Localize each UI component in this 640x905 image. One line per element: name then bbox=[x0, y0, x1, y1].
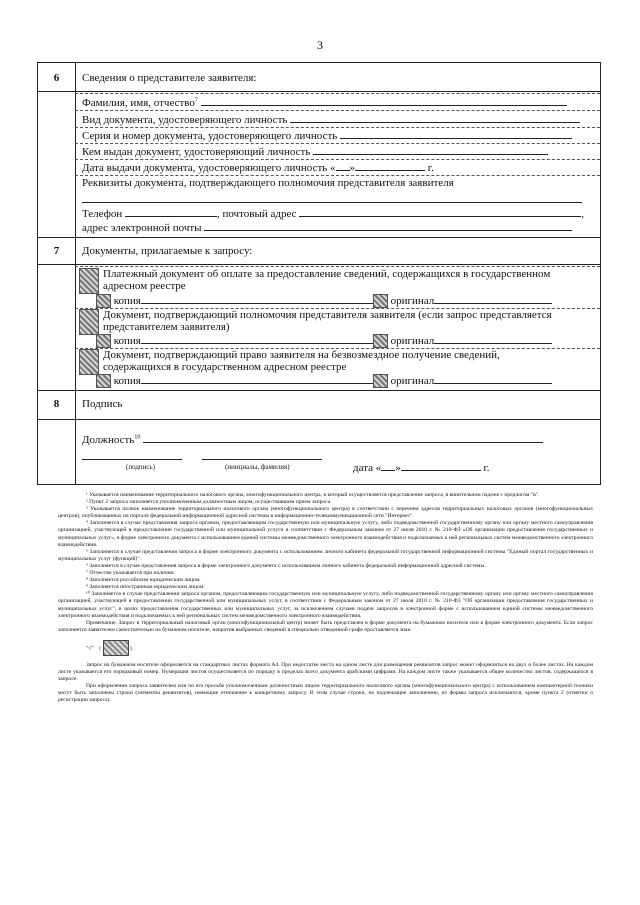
doc1-copy-checkbox[interactable] bbox=[96, 294, 111, 308]
request-form-table: 6 Сведения о представителе заявителя: Фамилия, имя, отчество$^7$ Вид документа, удостоверяющего личность Серия и номер документа, удостоверяющего личность Кем выдан документ, удостоверяющий личность Дата выдачи документа, удостоверяющего личность « » г. Реквизиты документа, подтверждающего полномочия представителя заявителя Телефон , почтовый адрес , адрес электронной почты 7 Документы, прилагаемые к запросу: Платежный документ об оплате за предоставление сведений, содержащихся в государственном адресном реестре копия оригинал Документ, подтверждающий полномочия представителя заявителя (если запрос представляется представителем заявителя) копия оригинал Документ, подтверждающий право заявителя на безвозмездное получение сведений, содержащихся в государственном адресном реестре копия оригинал 8 Подпись Должность$^{10}$ (подпись) (инициалы, фамилия) дата « » г. bbox=[37, 62, 601, 485]
doc2-original-checkbox[interactable] bbox=[373, 334, 388, 348]
section-7-number: 7 bbox=[53, 245, 60, 257]
position-label: Должность bbox=[82, 434, 135, 446]
phone-label: Телефон bbox=[82, 208, 123, 220]
section-8-title: Подпись bbox=[82, 398, 123, 410]
section-8-number: 8 bbox=[53, 398, 60, 410]
issued-by-label: Кем выдан документ, удостоверяющий личность bbox=[82, 146, 311, 158]
doc3-original-checkbox[interactable] bbox=[373, 374, 388, 388]
doc2-copy-checkbox[interactable] bbox=[96, 334, 111, 348]
doc-series-label: Серия и номер документа, удостоверяющего личность bbox=[82, 130, 338, 142]
doc3-checkbox[interactable] bbox=[79, 349, 99, 375]
page-number: 3 bbox=[317, 38, 323, 52]
doc2-checkbox[interactable] bbox=[79, 309, 99, 335]
doc1-original-checkbox[interactable] bbox=[373, 294, 388, 308]
doc3-copy-checkbox[interactable] bbox=[96, 374, 111, 388]
section-6-number: 6 bbox=[53, 72, 60, 84]
doc1-label: Платежный документ об оплате за предоставление сведений, содержащихся в государственном адресном реестре bbox=[103, 268, 551, 292]
initials-caption: (инициалы, фамилия) bbox=[225, 463, 290, 471]
email-label: адрес электронной почты bbox=[82, 222, 202, 234]
doc-type-label: Вид документа, удостоверяющего личность bbox=[82, 114, 288, 126]
doc1-checkbox[interactable] bbox=[79, 268, 99, 294]
section-7-title: Документы, прилагаемые к запросу: bbox=[82, 245, 253, 257]
footnotes: ¹ Указывается наименование территориального налогового органа, многофункционального центра, в который осуществляется представление запроса, в винительном падеже с предлогом "в". ² Пункт 2 запроса заполняется уполномоченным должностным лицом, осуществившим прием запроса ³ Указывается полное наименование территориального налогового органа (многофункционального центра) в соответствии с перечнем адресов территориальных налоговых органов (многофункциональных центров), опубликованных на портале федеральной информационной адресной системы в информационно-телекоммуникационной сети "Интернет". ⁴ Заполняется в случае представления запроса органом, предоставляющим государственную или муниципальную услугу, либо подведомственной государственному органу или органу местного самоуправления организацией, участвующей в предоставлении государственной или муниципальной услуги в соответствии с Федеральным законом от 27 июля 2010 г. № 210-ФЗ «Об организации предоставления государственных и муниципальных услуг», в форме электронного документа с использованием единой системы межведомственного электронного взаимодействия и подключаемых к ней региональных систем межведомственного электронного взаимодействия. ⁵ Заполняется в случае представления запроса в форме электронного документа с использованием личного кабинета федеральной государственной информационной системы "Единый портал государственных и муниципальных услуг (функций)". ⁶ Заполняется в случае представления запроса в форме электронного документа с использованием личного кабинета федеральной информационной адресной системы. ⁷ Отчество указывается при наличии. ⁸ Заполняется российским юридическим лицом. ⁹ Заполняется иностранным юридическим лицом. ¹⁰ Заполняется в случае представления запроса органом, предоставляющим государственную или муниципальную услугу, либо подведомственной государственному органу или органу местного самоуправления организацией, участвующей в предоставлении государственной или муниципальных услуг, в соответствии с Федеральным законом от 27 июля 2010 г. № 210-ФЗ "Об организации предоставления государственных и муниципальных услуг", в целях предоставления государственных или муниципальных услуг, за исключением случаев подачи запросов в электронной форме с использованием единой системы межведомственного электронного взаимодействия и подключаемых к ней региональных систем межведомственного электронного взаимодействия. Примечание. Запрос в территориальный налоговый орган (многофункциональный центр) может быть представлен в форме документа на бумажном носителе или в форме электронного документа. Если запрос заполняется заявителем самостоятельно на бумажном носителе, напротив выбранных сведений в специально отведенной графе проставляется знак: "√" ( ). Запрос на бумажном носителе оформляется на стандартных листах формата А4. При недостатке места на одном листе для размещения реквизитов запрос может оформляться на двух и более листах. На каждом листе указывается его порядковый номер. Нумерация листов осуществляется по порядку в пределах всего документа арабскими цифрами. На каждом листе также указывается общее количество листов, содержащихся в запросе. При оформлении запроса заявителем или по его просьбе уполномоченным должностным лицом территориального налогового органа (многофункционального центра) с использованием компьютерной техники могут быть заполнены строки (элементы реквизитов), имеющие отношение к конкретному запросу. В этом случае строки, не подлежащие заполнению, из формы запроса исключаются, кроме пункта 2 (отметки о регистрации запроса). bbox=[58, 492, 593, 704]
authority-doc-label: Реквизиты документа, подтверждающего полномочия представителя заявителя bbox=[82, 177, 454, 189]
doc3-label: Документ, подтверждающий право заявителя на безвозмездное получение сведений, содержащихся в государственном адресном реестре bbox=[103, 349, 500, 373]
doc2-label: Документ, подтверждающий полномочия представителя заявителя (если запрос представляется представителем заявителя) bbox=[103, 309, 552, 333]
sign-caption: (подпись) bbox=[126, 463, 156, 471]
fio-label: Фамилия, имя, отчество bbox=[82, 97, 195, 109]
checkbox-sample-icon bbox=[103, 640, 129, 656]
issue-date-label: Дата выдачи документа, удостоверяющего личность « bbox=[82, 162, 336, 174]
section-6-title: Сведения о представителе заявителя: bbox=[82, 72, 257, 84]
